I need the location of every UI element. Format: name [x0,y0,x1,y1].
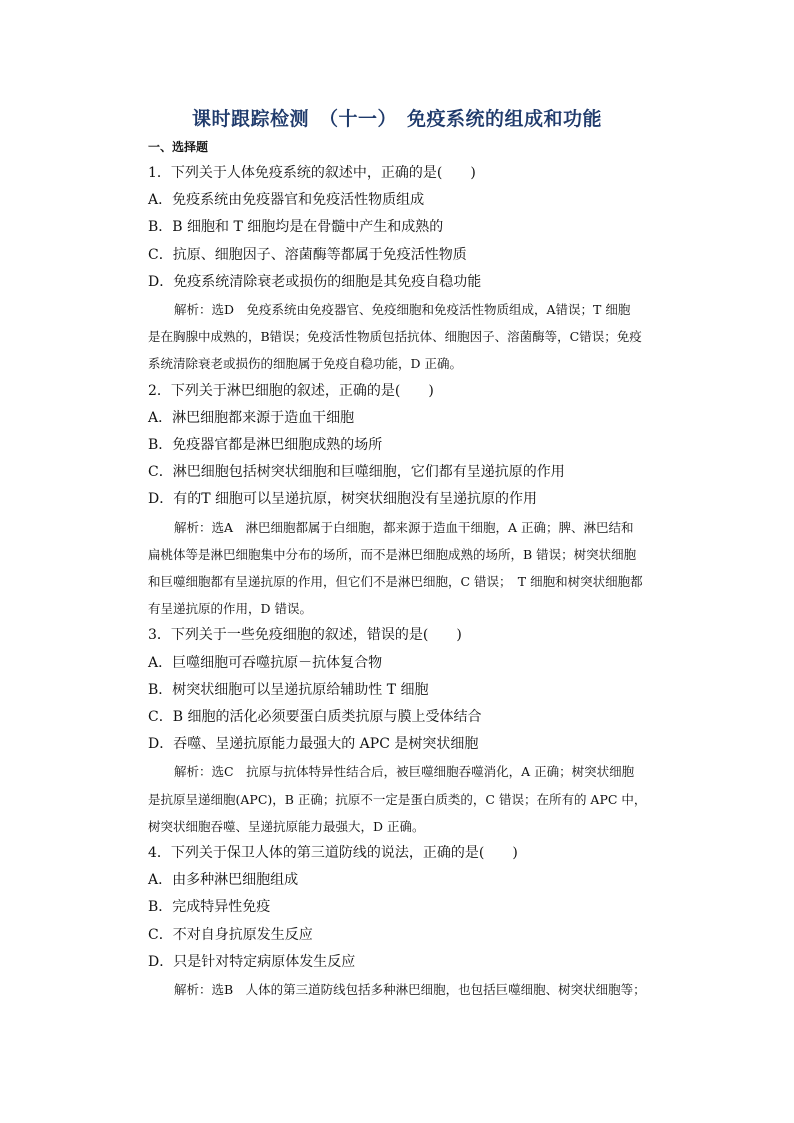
analysis-line: 有呈递抗原的作用，D 错误。 [148,601,312,617]
option-b: B．B 细胞和 T 细胞均是在骨髓中产生和成熟的 [148,219,444,236]
question-block [122,840,678,1003]
option-a: A．免疫系统由免疫器官和免疫活性物质组成 [148,192,425,209]
analysis-line: 解析：选A 淋巴细胞都属于白细胞，都来源于造血干细胞，A 正确；脾、淋巴结和 [174,519,634,535]
section-heading: 一、选择题 [148,140,209,154]
question-stem: 1．下列关于人体免疫系统的叙述中，正确的是( ) [148,165,476,181]
question-block [122,622,678,840]
option-d: D．免疫系统清除衰老或损伤的细胞是其免疫自稳功能 [148,273,482,290]
analysis-line: 系统清除衰老或损伤的细胞属于免疫自稳功能，D 正确。 [148,356,462,372]
analysis [122,514,678,623]
option-c: C．抗原、细胞因子、溶菌酶等都属于免疫活性物质 [148,246,467,263]
analysis-line: 是在胸腺中成熟的，B错误；免疫活性物质包括抗体、细胞因子、溶菌酶等，C错误；免疫 [148,329,642,345]
analysis-line: 解析：选D 免疫系统由免疫器官、免疫细胞和免疫活性物质组成，A错误；T 细胞 [174,302,631,318]
analysis-line: 扁桃体等是淋巴细胞集中分布的场所，而不是淋巴细胞成熟的场所，B 错误；树突状细胞 [148,546,637,562]
analysis-line: 树突状细胞吞噬、呈递抗原能力最强大，D 正确。 [148,818,425,834]
option-b: B．免疫器官都是淋巴细胞成熟的场所 [148,437,383,454]
option-d: D．有的T 细胞可以呈递抗原，树突状细胞没有呈递抗原的作用 [148,491,538,508]
analysis-line: 解析：选B 人体的第三道防线包括多种淋巴细胞，也包括巨噬细胞、树突状细胞等； [174,982,646,998]
question-list [122,160,678,1003]
page-title: 课时跟踪检测 （十一） 免疫系统的组成和功能 [191,108,602,130]
option-c: C．B 细胞的活化必须要蛋白质类抗原与膜上受体结合 [148,709,482,726]
analysis-line: 是抗原呈递细胞(APC)，B 正确；抗原不一定是蛋白质类的，C 错误；在所有的 APC 中， [148,791,647,807]
analysis-line: 解析：选C 抗原与抗体特异性结合后，被巨噬细胞吞噬消化，A 正确；树突状细胞 [174,764,635,780]
option-a: A．由多种淋巴细胞组成 [148,872,299,889]
question-block [122,160,678,378]
option-a: A．淋巴细胞都来源于造血干细胞 [148,409,355,426]
question-stem: 3．下列关于一些免疫细胞的叙述，错误的是( ) [148,627,462,644]
option-c: C．淋巴细胞包括树突状细胞和巨噬细胞，它们都有呈递抗原的作用 [148,464,565,481]
analysis [122,296,678,378]
option-c: C．不对自身抗原发生反应 [148,926,313,943]
analysis [122,758,678,840]
option-b: B．完成特异性免疫 [148,899,271,916]
option-b: B．树突状细胞可以呈递抗原给辅助性 T 细胞 [148,681,429,698]
question-block [122,378,678,623]
analysis-line: 和巨噬细胞都有呈递抗原的作用，但它们不是淋巴细胞，C 错误； T 细胞和树突状细胞都 [148,574,643,590]
question-stem: 4．下列关于保卫人体的第三道防线的说法，正确的是( ) [148,845,518,862]
option-a: A．巨噬细胞可吞噬抗原－抗体复合物 [148,654,383,671]
question-stem: 2．下列关于淋巴细胞的叙述，正确的是( ) [148,382,434,399]
analysis [122,976,678,1003]
option-d: D．只是针对特定病原体发生反应 [148,953,356,970]
option-d: D．吞噬、呈递抗原能力最强大的 APC 是树突状细胞 [148,736,479,753]
